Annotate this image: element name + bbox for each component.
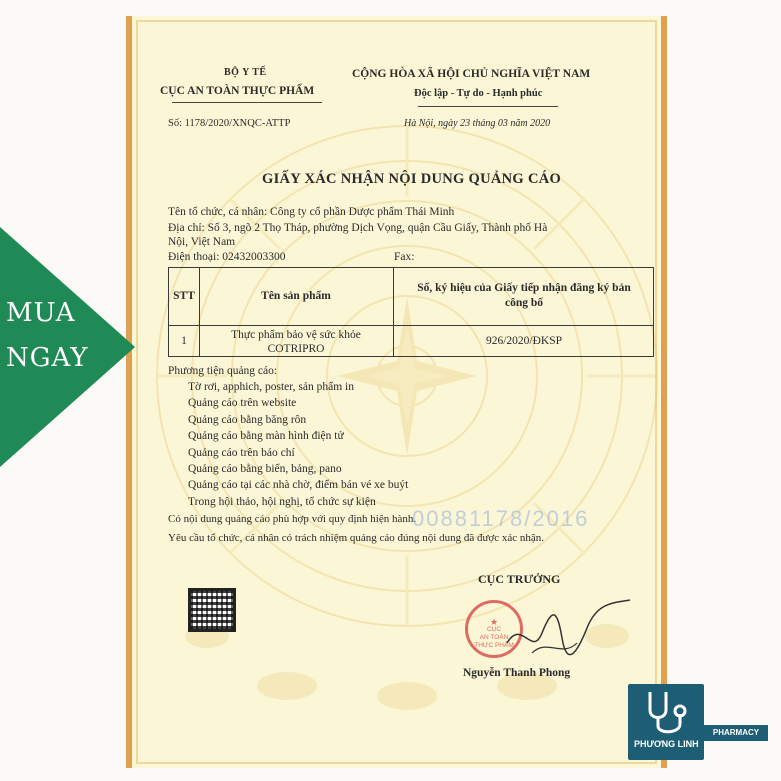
row-product-name: Thực phẩm bảo vệ sức khỏe — [231, 329, 361, 341]
product-table — [168, 267, 654, 357]
row-product-brand: COTRIPRO — [267, 343, 325, 355]
media-list — [188, 379, 408, 510]
pharmacy-tag: PHARMACY — [704, 725, 768, 741]
request-statement: Yêu cầu tổ chức, cá nhân có trách nhiệm quảng cáo đúng nội dung đã được xác nhận. — [168, 532, 545, 544]
republic-header: CỘNG HÒA XÃ HỘI CHỦ NGHĨA VIỆT NAM — [352, 68, 591, 80]
ministry-label: BỘ Y TẾ — [224, 67, 267, 78]
stamp-text: THỰC PHẨM — [474, 642, 514, 649]
director-title: CỤC TRƯỞNG — [478, 572, 561, 586]
list-item: Quảng cáo bằng băng rôn — [188, 413, 307, 426]
stamp-text: AN TOÀN — [479, 634, 509, 641]
pharmacy-logo — [628, 684, 768, 760]
header-receipt-number: Số, ký hiệu của Giấy tiếp nhận đăng ký bản — [417, 282, 631, 294]
row-receipt-number: 926/2020/ĐKSP — [485, 335, 563, 347]
buy-now-label[interactable]: MUA — [6, 298, 76, 328]
media-heading: Phương tiện quảng cáo: — [168, 365, 278, 377]
list-item: Tờ rơi, apphich, poster, sản phẩm in — [188, 381, 354, 393]
stethoscope-icon — [628, 684, 704, 740]
qr-code — [188, 588, 236, 632]
list-item: Quảng cáo trên báo chí — [188, 446, 295, 459]
stamp-text: CỤC — [486, 626, 502, 633]
list-item: Quảng cáo tại các nhà chờ, điểm bán vé xe buýt — [188, 479, 409, 492]
phone-line: Điện thoại: 02432003300 — [168, 251, 286, 263]
stamp-star-icon: ★ — [489, 617, 499, 627]
validity-statement: Có nội dung quảng cáo phù hợp với quy định hiện hành. — [168, 513, 417, 525]
address-line-2: Nội, Việt Nam — [168, 236, 236, 248]
header-stt: STT — [173, 290, 195, 302]
buy-now-label-2[interactable]: NGAY — [6, 343, 89, 373]
organization-line: Tên tổ chức, cá nhân: Công ty cổ phần Dược phẩm Thái Minh — [168, 206, 455, 218]
agency-name: CỤC AN TOÀN THỰC PHẨM — [160, 85, 315, 97]
pharmacy-name: PHƯƠNG LINH — [634, 739, 699, 749]
list-item: Trong hội thảo, hội nghị, tổ chức sự kiện — [188, 495, 376, 508]
fax-line: Fax: — [394, 251, 415, 263]
header-product-name: Tên sản phẩm — [261, 290, 331, 302]
document-title: GIẤY XÁC NHẬN NỘI DUNG QUẢNG CÁO — [262, 171, 562, 187]
certificate-document — [126, 16, 667, 768]
signer-name: Nguyễn Thanh Phong — [463, 667, 571, 679]
place-date: Hà Nội, ngày 23 tháng 03 năm 2020 — [404, 118, 551, 129]
row-stt: 1 — [181, 335, 187, 347]
table-divider — [169, 325, 653, 326]
motto-underline — [418, 106, 558, 107]
list-item: Quảng cáo bằng biển, bảng, pano — [188, 462, 342, 475]
national-motto: Độc lập - Tự do - Hạnh phúc — [414, 88, 543, 99]
address-line-1: Địa chỉ: Số 3, ngõ 2 Thọ Tháp, phường Dịch Vọng, quận Cầu Giấy, Thành phố Hà — [168, 222, 548, 234]
document-number: Số: 1178/2020/XNQC-ATTP — [168, 118, 291, 129]
signature — [502, 598, 632, 668]
list-item: Quảng cáo trên website — [188, 397, 297, 410]
header-receipt-number-cont: công bố — [504, 297, 544, 309]
list-item: Quảng cáo bằng màn hình điện tử — [188, 430, 344, 443]
agency-underline — [172, 102, 322, 103]
overlay-watermark-code: 00881178/2016 — [412, 506, 590, 531]
